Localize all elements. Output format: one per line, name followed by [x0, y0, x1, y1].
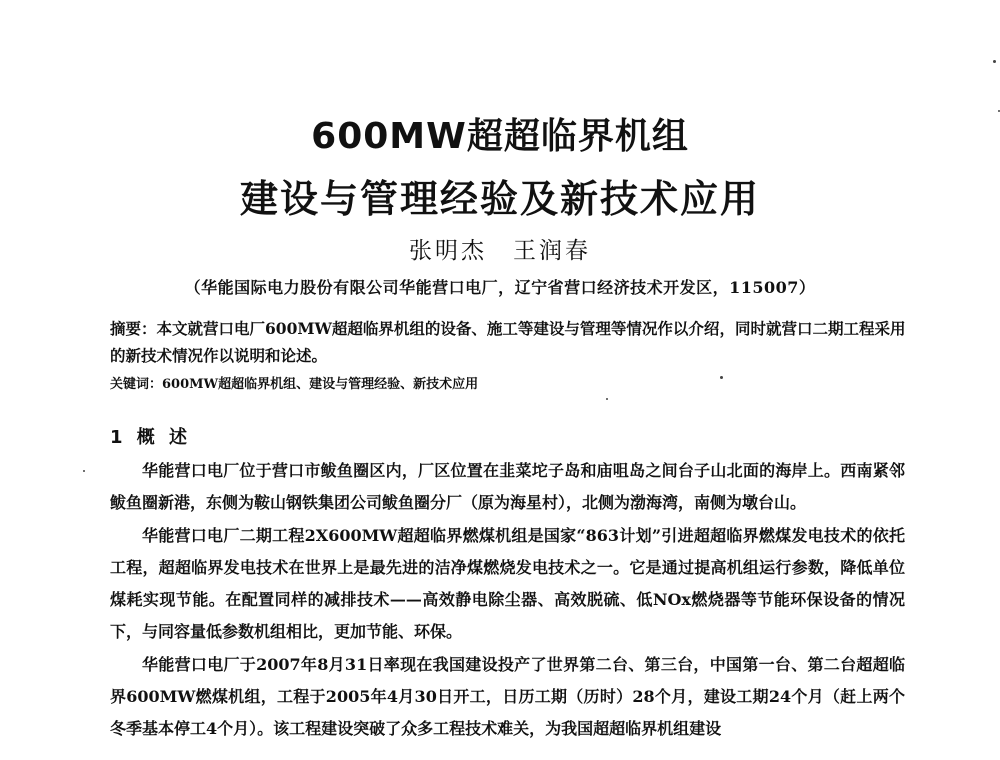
scan-speck: [720, 376, 723, 379]
keywords-text: 600MW超超临界机组、建设与管理经验、新技术应用: [162, 377, 479, 392]
author-name: 张明杰: [409, 238, 487, 264]
scan-speck: [993, 60, 996, 63]
abstract-label: 摘要：: [110, 319, 157, 338]
author-name: 王润春: [513, 238, 591, 264]
keywords: [110, 374, 910, 396]
body-text: [110, 455, 905, 746]
paper-title-line-2: 建设与管理经验及新技术应用: [239, 177, 760, 221]
abstract-text: 本文就营口电厂600MW超超临界机组的设备、施工等建设与管理等情况作以介绍，同时就营口二期工程采用的新技术情况作以说明和论述。: [110, 319, 906, 365]
scan-speck: [83, 470, 85, 472]
author-affiliation: （华能国际电力股份有限公司华能营口电厂，辽宁省营口经济技术开发区，115007）: [184, 278, 816, 297]
section-heading: 1 概 述: [110, 427, 192, 448]
author-list: [0, 234, 1000, 268]
body-paragraph: 华能营口电厂于2007年8月31日率现在我国建设投产了世界第二台、第三台，中国第一台、第二台超超临界600MW燃煤机组，工程于2005年4月30日开工，日历工期（历时）28个月，建设工期24个月（赶上两个冬季基本停工4个月）。该工程建设突破了众多工程技术难关，为我国超超临界机组建设: [110, 654, 905, 739]
scan-speck: [606, 398, 608, 400]
body-paragraph: 华能营口电厂位于营口市鲅鱼圈区内，厂区位置在韭菜坨子岛和庙咀岛之间台子山北面的海岸上。西南紧邻鲅鱼圈新港，东侧为鞍山钢铁集团公司鲅鱼圈分厂（原为海星村），北侧为渤海湾，南侧为墩台山。: [110, 461, 905, 513]
body-paragraph: 华能营口电厂二期工程2X600MW超超临界燃煤机组是国家“863计划”引进超超临界燃煤发电技术的依托工程，超超临界发电技术在世界上是最先进的洁净煤燃烧发电技术之一。它是通过提高机组运行参数，降低单位煤耗实现节能。在配置同样的减排技术——高效静电除尘器、高效脱硫、低NOx燃烧器等节能环保设备的情况下，与同容量低参数机组相比，更加节能、环保。: [110, 525, 905, 642]
keywords-label: 关键词：: [110, 377, 163, 392]
paper-title-line-1: 600MW超超临界机组: [311, 116, 689, 157]
abstract: [110, 315, 910, 369]
